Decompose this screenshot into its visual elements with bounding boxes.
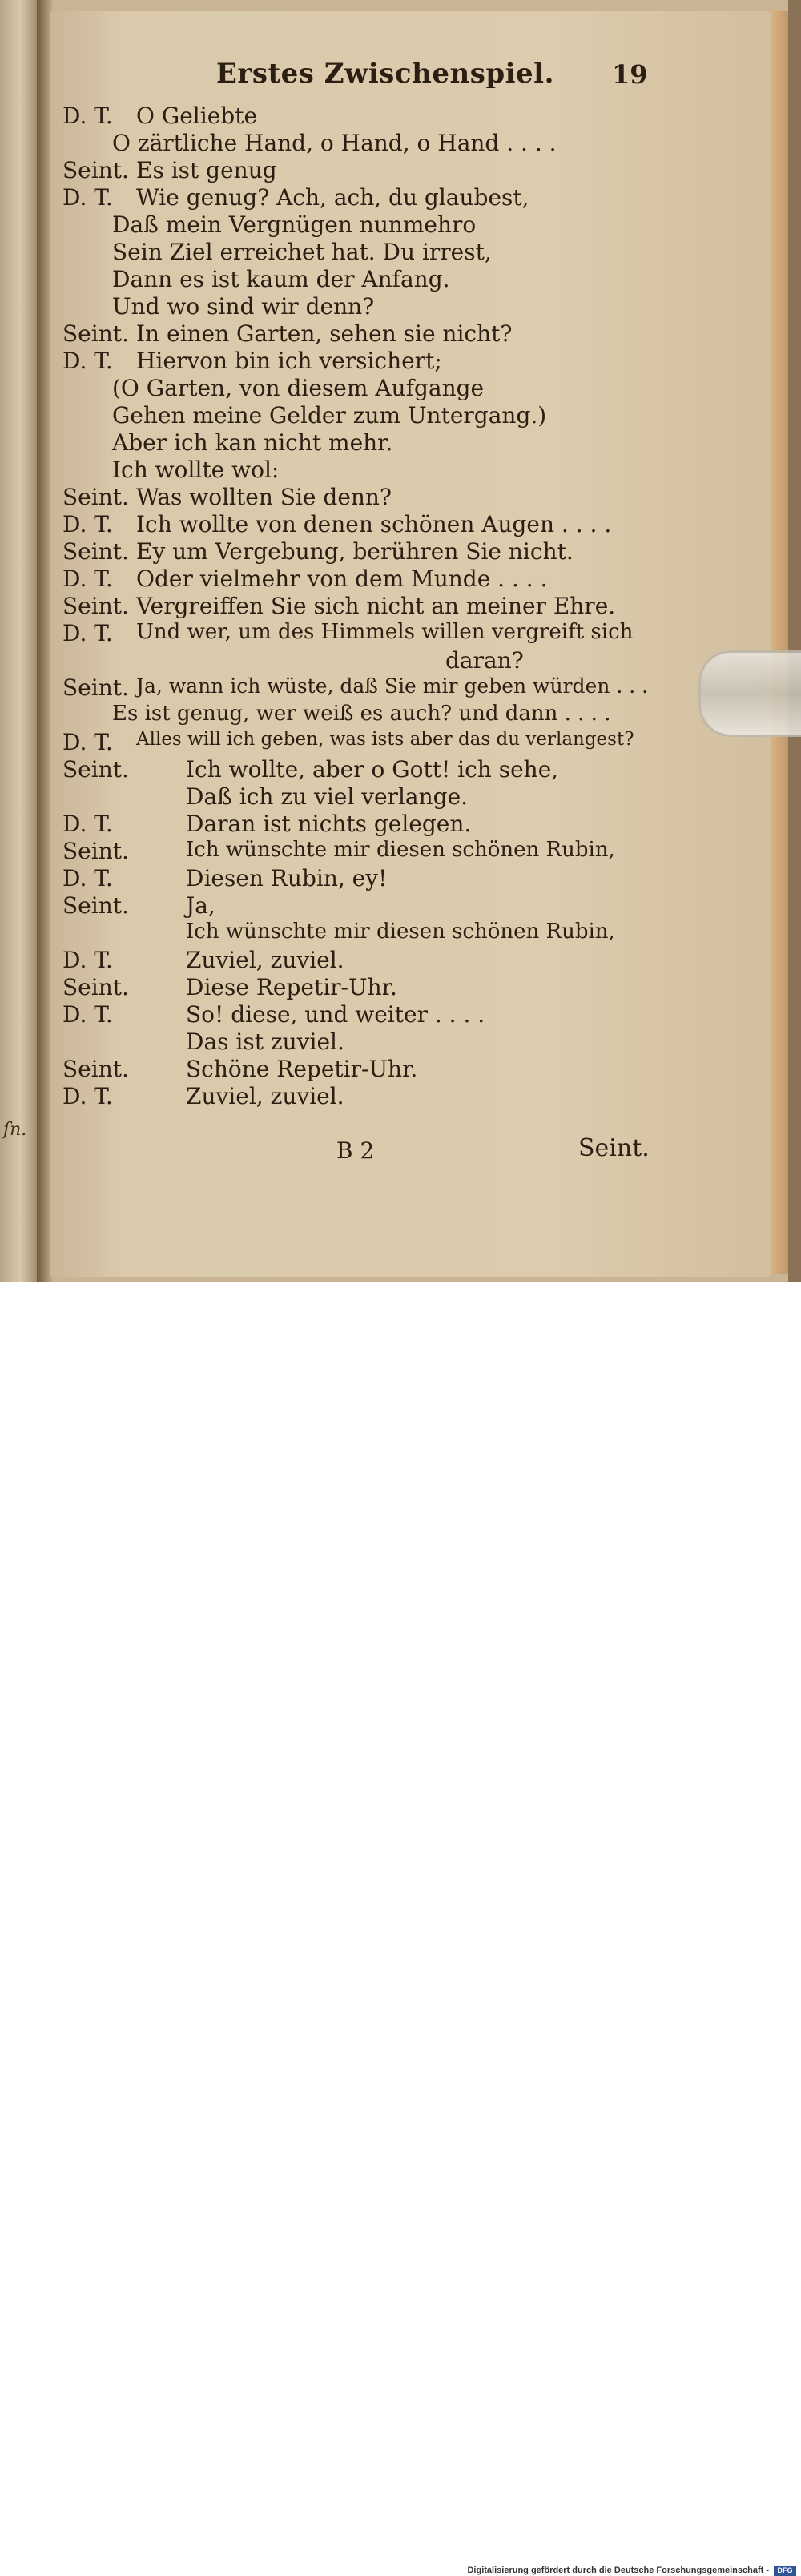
dialogue-line: Gehen meine Gelder zum Untergang.) [112, 402, 547, 429]
dialogue-line: Zuviel, zuviel. [186, 947, 344, 973]
dialogue-line: Ich wollte wol: [112, 457, 280, 483]
speaker-label: D. T. [62, 1083, 113, 1109]
left-page-fragment: ſn. [3, 1120, 27, 1140]
credit-bar [0, 1282, 801, 2575]
speaker-label: D. T. [62, 348, 113, 374]
speaker-label: D. T. [62, 1001, 113, 1028]
speaker-label: D. T. [62, 865, 113, 892]
scanned-book-spread [0, 0, 801, 1282]
speaker-label: Seint. [62, 892, 129, 919]
dialogue-line: Es ist genug [136, 157, 277, 183]
speaker-label: Seint. [62, 538, 129, 565]
dialogue-line: Hiervon bin ich versichert; [136, 348, 442, 374]
dialogue-line: Dann es ist kaum der Anfang. [112, 266, 450, 292]
dialogue-line: Es ist genug, wer weiß es auch? und dann . . . . [112, 702, 611, 726]
dialogue-line: Wie genug? Ach, ach, du glaubest, [136, 184, 529, 211]
speaker-label: D. T. [62, 103, 113, 129]
dialogue-line: Und wer, um des Himmels willen vergreift sich [136, 620, 634, 644]
dialogue-line: In einen Garten, sehen sie nicht? [136, 320, 513, 347]
speaker-label: D. T. [62, 811, 113, 837]
speaker-label: Seint. [62, 320, 129, 347]
dfg-logo: DFG [774, 2566, 796, 2576]
left-page-edge [0, 0, 37, 1282]
speaker-label: D. T. [62, 620, 113, 646]
speaker-label: D. T. [62, 947, 113, 973]
speaker-label: D. T. [62, 729, 113, 755]
speaker-label: Seint. [62, 484, 129, 510]
dialogue-line: Vergreiffen Sie sich nicht an meiner Ehre. [136, 593, 616, 619]
dialogue-line: Alles will ich geben, was ists aber das du verlangest? [136, 729, 634, 750]
dialogue-line: O Geliebte [136, 103, 258, 129]
speaker-label: Seint. [62, 756, 129, 783]
dialogue-line: Und wo sind wir denn? [112, 293, 375, 320]
speaker-label: D. T. [62, 511, 113, 537]
page-clip [698, 650, 801, 737]
speaker-label: Seint. [62, 974, 129, 1000]
speaker-label: Seint. [62, 838, 129, 864]
dialogue-line: Daß ich zu viel verlange. [186, 783, 469, 810]
page-number: 19 [612, 59, 648, 90]
dialogue-line: Das ist zuviel. [186, 1028, 344, 1055]
running-title: Erstes Zwischenspiel. [216, 58, 554, 90]
dialogue-line: Aber ich kan nicht mehr. [112, 429, 393, 456]
funding-credit: Digitalisierung gefördert durch die Deutsche Forschungsgemeinschaft - [467, 2566, 769, 2575]
dialogue-line: Ey um Vergebung, berühren Sie nicht. [136, 538, 574, 565]
dialogue-line: Ich wollte von denen schönen Augen . . . . [136, 511, 612, 537]
dialogue-line: Ja, [186, 892, 215, 919]
dialogue-line: Ich wollte, aber o Gott! ich sehe, [186, 756, 559, 783]
dialogue-line: Zuviel, zuviel. [186, 1083, 344, 1109]
speaker-label: D. T. [62, 184, 113, 211]
speaker-label: Seint. [62, 674, 129, 701]
dialogue-line: Ja, wann ich wüste, daß Sie mir geben würden . . . [136, 674, 649, 698]
speaker-label: Seint. [62, 1056, 129, 1082]
dialogue-line: (O Garten, von diesem Aufgange [112, 375, 485, 401]
dialogue-line: Sein Ziel erreichet hat. Du irrest, [112, 239, 492, 265]
dialogue-line: Schöne Repetir-Uhr. [186, 1056, 418, 1082]
dialogue-line: Diesen Rubin, ey! [186, 865, 388, 892]
speaker-label: Seint. [62, 157, 129, 183]
dialogue-line: Diese Repetir-Uhr. [186, 974, 397, 1000]
dialogue-line: Oder vielmehr von dem Munde . . . . [136, 566, 548, 592]
speaker-label: D. T. [62, 566, 113, 592]
dialogue-line: daran? [445, 647, 524, 674]
dialogue-line: O zärtliche Hand, o Hand, o Hand . . . . [112, 130, 557, 156]
book-cover-edge [788, 0, 801, 1282]
speaker-label: Seint. [62, 593, 129, 619]
dialogue-line: So! diese, und weiter . . . . [186, 1001, 485, 1028]
dialogue-line: Ich wünschte mir diesen schönen Rubin, [186, 838, 615, 862]
dialogue-line: Daß mein Vergnügen nunmehro [112, 211, 477, 238]
catchword: Seint. [578, 1134, 650, 1162]
dialogue-line: Was wollten Sie denn? [136, 484, 392, 510]
dialogue-line: Daran ist nichts gelegen. [186, 811, 472, 837]
dialogue-line: Ich wünschte mir diesen schönen Rubin, [186, 920, 615, 944]
signature-mark: B 2 [336, 1137, 375, 1164]
